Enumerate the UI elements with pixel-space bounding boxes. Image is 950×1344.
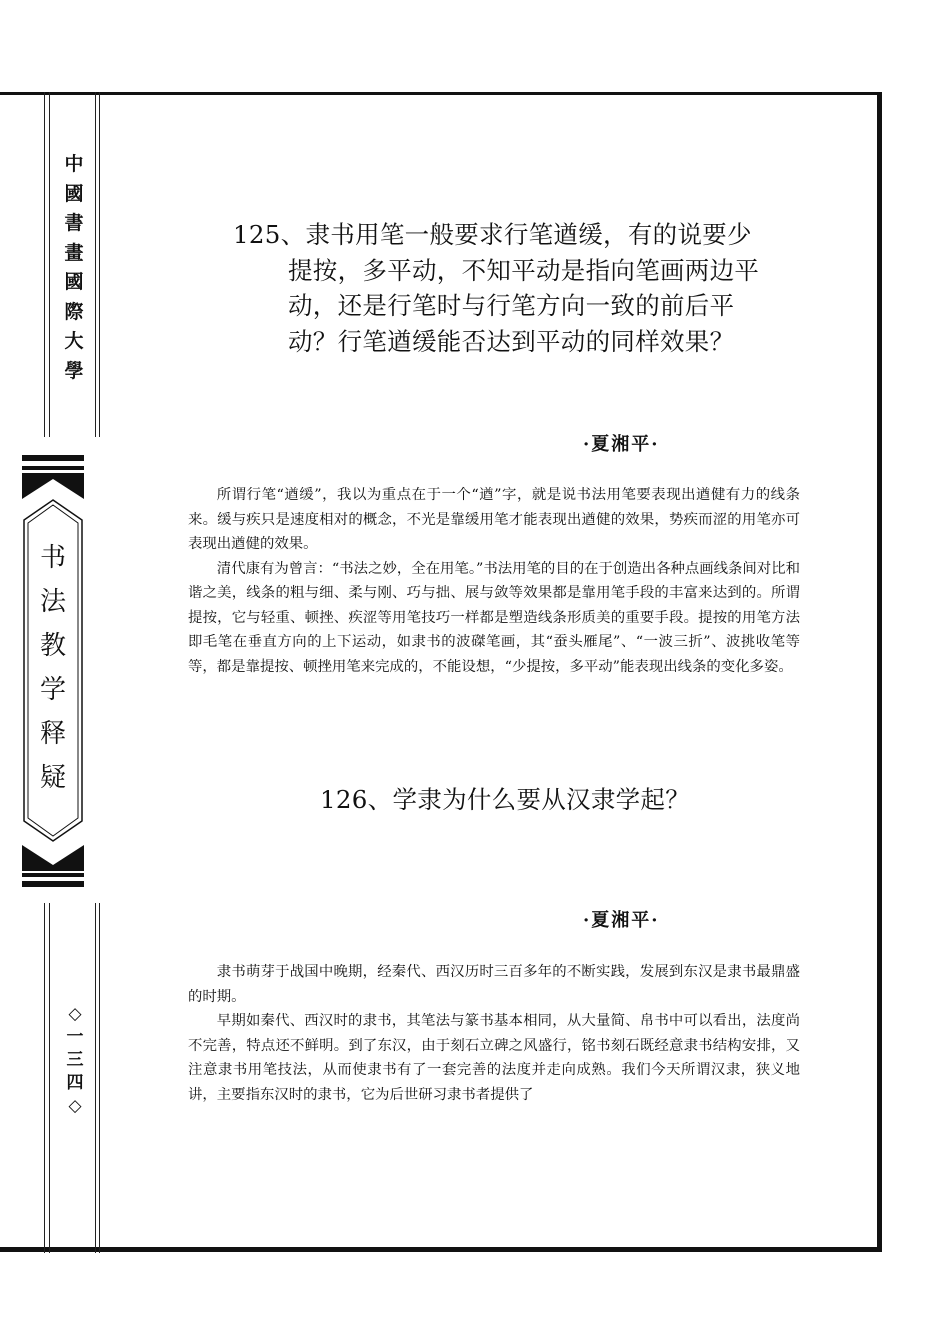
- paragraph: 所谓行笔“遒缓”，我以为重点在于一个“遒”字，就是说书法用笔要表现出遒健有力的线条来。缓与疾只是速度相对的概念，不光是靠缓用笔才能表现出遒健的效果，势疾而涩的用笔亦可表现出遒健的效果。: [188, 487, 800, 552]
- school-char: 中: [64, 153, 84, 175]
- side-rule: [95, 92, 96, 437]
- question-126-author: ·夏湘平·: [583, 910, 660, 931]
- question-126-title: 126、学隶为什么要从汉隶学起？: [320, 785, 691, 814]
- title-line: 动，还是行笔时与行笔方向一致的前后平: [288, 291, 735, 320]
- side-rule: [99, 903, 100, 1253]
- title-line: 提按，多平动，不知平动是指向笔画两边平: [288, 255, 760, 285]
- side-rule: [44, 903, 45, 1253]
- book-title-banner: [18, 455, 80, 887]
- title-char: 释: [39, 719, 66, 749]
- page-number-char: 三: [66, 1050, 84, 1070]
- school-char: 書: [64, 212, 84, 234]
- page-number-char: 一: [66, 1027, 84, 1047]
- title-box: [22, 498, 84, 843]
- title-char: 书: [39, 543, 66, 573]
- banner-bar: [22, 466, 84, 470]
- side-rule: [44, 92, 45, 437]
- banner-bar: [22, 881, 84, 887]
- page-number-char: 四: [66, 1073, 84, 1093]
- banner-bar: [22, 873, 84, 877]
- question-125-answer: [188, 483, 800, 679]
- question-125-author: ·夏湘平·: [583, 434, 660, 455]
- school-char: 國: [64, 182, 84, 205]
- banner-bottom-ornament: [22, 845, 84, 871]
- page-number: [60, 1003, 90, 1118]
- school-char: 國: [64, 271, 84, 293]
- paragraph: 隶书萌芽于战国中晚期，经秦代、西汉历时三百多年的不断实践，发展到东汉是隶书最鼎盛的时期。: [188, 964, 800, 1005]
- side-rule: [99, 92, 100, 437]
- title-char: 教: [39, 631, 66, 661]
- school-char: 大: [64, 330, 84, 352]
- title-line: 125、隶书用笔一般要求行笔遒缓，有的说要少: [233, 220, 752, 249]
- title-char: 疑: [39, 763, 66, 793]
- paragraph: 清代康有为曾言：“书法之妙，全在用笔。”书法用笔的目的在于创造出各种点画线条间对比和谐之美，线条的粗与细、柔与刚、巧与拙、展与敛等效果都是靠用笔手段的丰富来达到的。所谓提按，它与轻重、顿挫、疾涩等用笔技巧一样都是塑造线条形质美的重要手段。提按的用笔方法即毛笔在垂直方向的上下运动，如隶书的波磔笔画，其“蚕头雁尾”、“一波三折”、波挑收笔等等，都是靠提按、顿挫用笔来完成的，不能设想，“少提按，多平动”能表现出线条的变化多姿。: [188, 560, 800, 675]
- side-rule: [95, 903, 96, 1253]
- page-number-char: ◇: [68, 1004, 82, 1024]
- school-char: 學: [64, 359, 84, 382]
- side-rule: [49, 903, 50, 1253]
- title-line: 动？行笔遒缓能否达到平动的同样效果？: [288, 326, 735, 356]
- question-126-answer: [188, 960, 800, 1107]
- side-rule: [49, 92, 50, 437]
- school-char: 際: [64, 300, 84, 323]
- school-name: [62, 150, 86, 386]
- title-char: 学: [39, 675, 66, 705]
- book-title: [22, 536, 84, 800]
- banner-bar: [22, 455, 84, 461]
- title-char: 法: [39, 587, 66, 617]
- school-char: 畫: [64, 241, 84, 264]
- question-125-title: [233, 217, 759, 359]
- paragraph: 早期如秦代、西汉时的隶书，其笔法与篆书基本相同，从大量简、帛书中可以看出，法度尚不完善，特点还不鲜明。到了东汉，由于刻石立碑之风盛行，铭书刻石既经意隶书结构安排，又注意隶书用笔技法，从而使隶书有了一套完善的法度并走向成熟。我们今天所谓汉隶，狭义地讲，主要指东汉时的隶书，它为后世研习隶书者提供了: [188, 1013, 800, 1103]
- banner-top-ornament: [22, 473, 84, 499]
- page-number-char: ◇: [68, 1096, 82, 1116]
